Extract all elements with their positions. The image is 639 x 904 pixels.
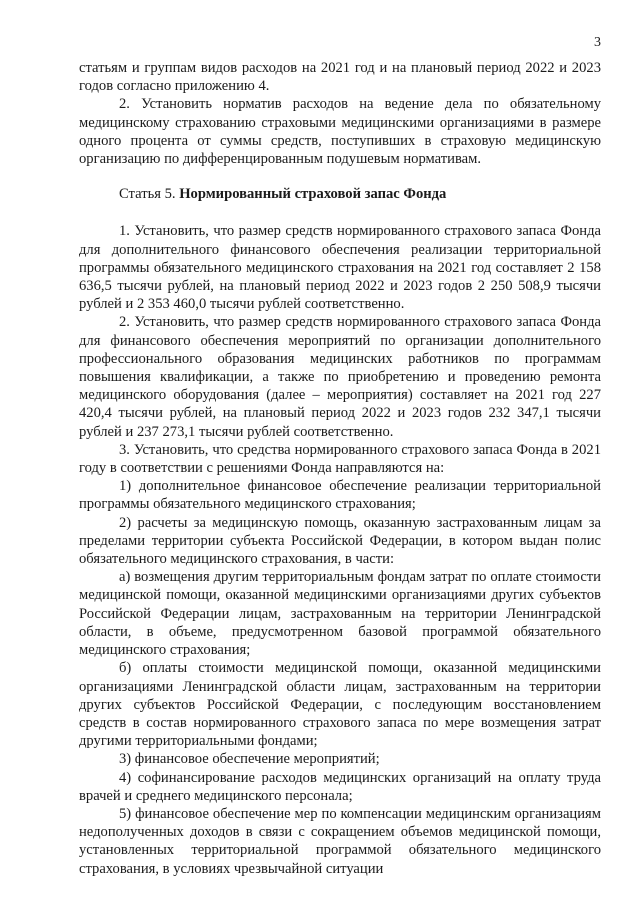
paragraph-1-reserve-amount: 1. Установить, что размер средств нормированного страхового запаса Фонда для дополнительного финансового обеспечения реализации территориальной программы обязательного медицинского страхования на 2021 год составляет 2 158 636,5 тысячи рублей, на плановый период 2022 и 2023 годов 2 250 508,9 тысячи рублей и 2 353 460,0 тысячи рублей соответственно. bbox=[79, 223, 601, 313]
list-item-3: 3) финансовое обеспечение мероприятий; bbox=[119, 751, 380, 768]
document-body bbox=[79, 59, 601, 878]
article-title: Нормированный страховой запас Фонда bbox=[179, 186, 447, 203]
list-item-2b: б) оплаты стоимости медицинской помощи, оказанной медицинскими организациями Ленинградской области лицам, застрахованным на территории других субъектов Российской Федерации, с последующим восстановлением средств в состав нормированного страхового запаса по мере возмещения затрат другими территориальными фондами; bbox=[79, 660, 601, 750]
list-item-5: 5) финансовое обеспечение мер по компенсации медицинским организациям недополученных доходов в связи с сокращением объемов медицинской помощи, установленных территориальной программой обязательного медицинского страхования, в условиях чрезвычайной ситуации bbox=[79, 805, 601, 877]
page-number: 3 bbox=[594, 35, 601, 50]
list-item-2a: а) возмещения другим территориальным фондам затрат по оплате стоимости медицинской помощи, оказанной медицинскими организациями других субъектов Российской Федерации лицам, застрахованным на территории Ленинградской области, в объеме, предусмотренном базовой программой обязательного медицинского страхования; bbox=[79, 569, 601, 659]
paragraph-item-2-expense-norm: 2. Установить норматив расходов на ведение дела по обязательному медицинскому страхованию страховыми медицинскими организациями в размере одного процента от суммы средств, поступивших в страховую медицинскую организацию по дифференцированным подушевым нормативам. bbox=[79, 96, 601, 168]
article-number: Статья 5. bbox=[119, 186, 180, 203]
paragraph-3-directions: 3. Установить, что средства нормированного страхового запаса Фонда в 2021 году в соответствии с решениями Фонда направляются на: bbox=[79, 441, 601, 477]
paragraph-continuation: статьям и группам видов расходов на 2021 год и на плановый период 2022 и 2023 годов согласно приложению 4. bbox=[79, 60, 601, 95]
paragraph-2-reserve-measures: 2. Установить, что размер средств нормированного страхового запаса Фонда для финансового обеспечения мероприятий по организации дополнительного профессионального образования медицинских работников по программам повышения квалификации, а также по приобретению и проведению ремонта медицинского оборудования (далее – мероприятия) составляет на 2021 год 227 420,4 тысячи рублей, на плановый период 2022 и 2023 годов 232 347,1 тысячи рублей и 237 273,1 тысячи рублей соответственно. bbox=[79, 314, 601, 440]
article-heading bbox=[79, 185, 601, 203]
list-item-4: 4) софинансирование расходов медицинских организаций на оплату труда врачей и среднего медицинского персонала; bbox=[79, 769, 601, 804]
list-item-1: 1) дополнительное финансовое обеспечение реализации территориальной программы обязательного медицинского страхования; bbox=[79, 478, 601, 513]
list-item-2: 2) расчеты за медицинскую помощь, оказанную застрахованным лицам за пределами территории субъекта Российской Федерации, в котором выдан полис обязательного медицинского страхования, в части: bbox=[79, 514, 601, 568]
